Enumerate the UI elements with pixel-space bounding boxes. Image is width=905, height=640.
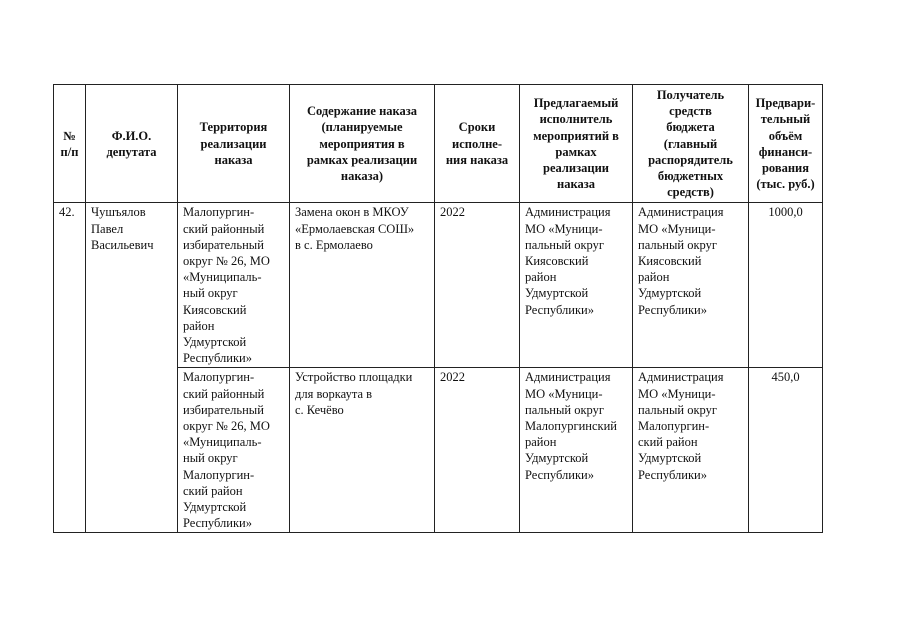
appeals-table (53, 84, 823, 533)
row-number: 42. (54, 203, 86, 533)
executor-cell: Администрация МО «Муници- пальный округ Малопургинский район Удмуртской Республики» (520, 368, 633, 533)
header-row (54, 85, 823, 203)
header-recipient: Получатель средств бюджета (главный распорядитель бюджетных средств) (633, 85, 749, 203)
amount-cell: 450,0 (749, 368, 823, 533)
deadline-cell: 2022 (435, 203, 520, 368)
content-cell: Устройство площадки для воркаута в с. Кечёво (290, 368, 435, 533)
header-content: Содержание наказа (планируемые мероприятия в рамках реализации наказа) (290, 85, 435, 203)
territory-cell: Малопургин- ский районный избирательный округ № 26, МО «Муниципаль- ный округ Малопургин- ский район Удмуртской Республики» (178, 368, 290, 533)
table-row (54, 203, 823, 368)
recipient-cell: Администрация МО «Муници- пальный округ Киясовский район Удмуртской Республики» (633, 203, 749, 368)
deadline-cell: 2022 (435, 368, 520, 533)
header-executor: Предлагаемый исполнитель мероприятий в рамках реализации наказа (520, 85, 633, 203)
deputy-name: Чушъялов Павел Васильевич (86, 203, 178, 533)
header-deadline: Сроки исполне- ния наказа (435, 85, 520, 203)
header-number: № п/п (54, 85, 86, 203)
amount-cell: 1000,0 (749, 203, 823, 368)
recipient-cell: Администрация МО «Муници- пальный округ Малопургин- ский район Удмуртской Республики» (633, 368, 749, 533)
territory-cell: Малопургин- ский районный избирательный округ № 26, МО «Муниципаль- ный округ Киясовский район Удмуртской Республики» (178, 203, 290, 368)
content-cell: Замена окон в МКОУ «Ермолаевская СОШ» в с. Ермолаево (290, 203, 435, 368)
header-amount: Предвари- тельный объём финанси- рования (тыс. руб.) (749, 85, 823, 203)
header-deputy: Ф.И.О. депутата (86, 85, 178, 203)
executor-cell: Администрация МО «Муници- пальный округ Киясовский район Удмуртской Республики» (520, 203, 633, 368)
header-territory: Территория реализации наказа (178, 85, 290, 203)
